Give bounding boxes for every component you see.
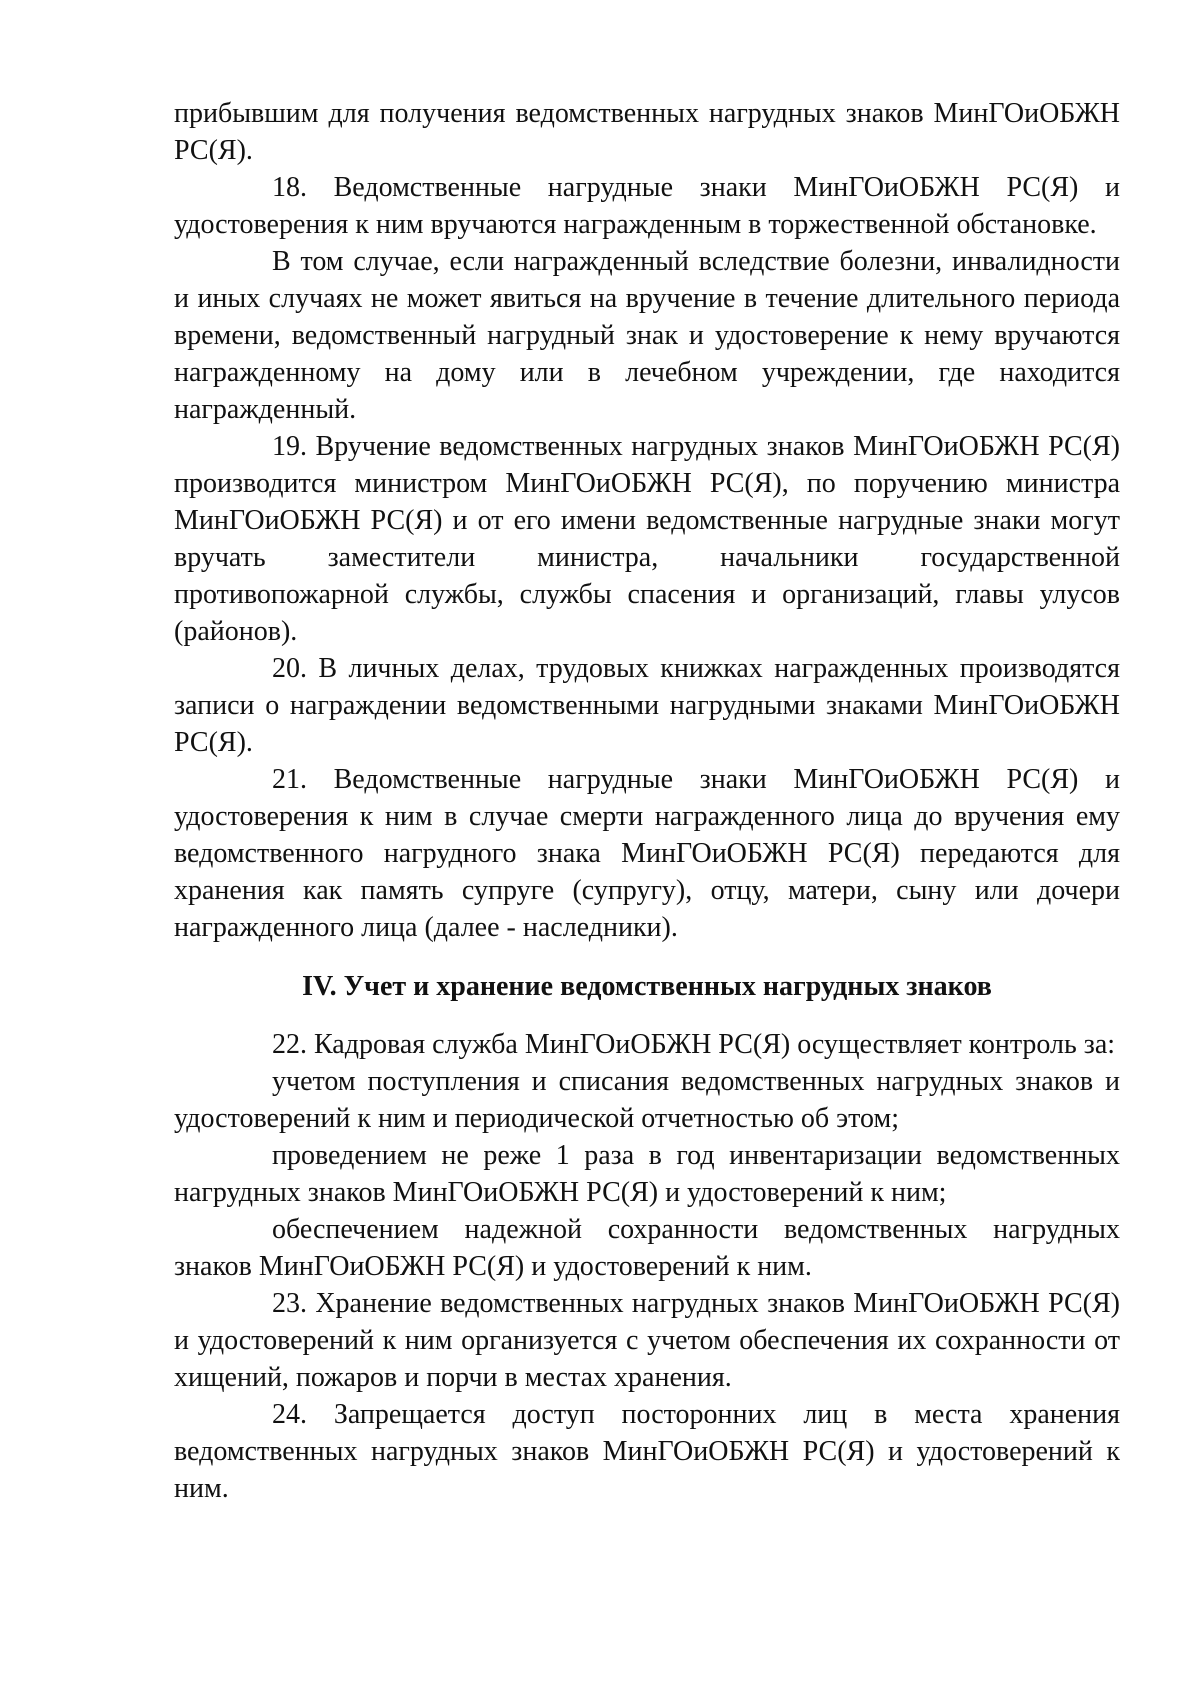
section-heading: IV. Учет и хранение ведомственных нагрудных знаков	[302, 971, 992, 1002]
paragraph-19: 19. Вручение ведомственных нагрудных знаков МинГОиОБЖН РС(Я) производится министром МинГОиОБЖН РС(Я), по поручению министра МинГОиОБЖН РС(Я) и от его имени ведомственные нагрудные знаки могут вручать заместители министра, начальники государственной противопожарной службы, службы спасения и организаций, главы улусов (районов).	[174, 431, 1120, 647]
paragraph-24: 24. Запрещается доступ посторонних лиц в места хранения ведомственных нагрудных знаков МинГОиОБЖН РС(Я) и удостоверений к ним.	[174, 1399, 1120, 1504]
paragraph-20: 20. В личных делах, трудовых книжках награжденных производятся записи о награждении ведомственными нагрудными знаками МинГОиОБЖН РС(Я).	[174, 653, 1120, 758]
paragraph-22-item-safekeeping: обеспечением надежной сохранности ведомственных нагрудных знаков МинГОиОБЖН РС(Я) и удостоверений к ним.	[174, 1214, 1120, 1282]
paragraph-18-absence: В том случае, если награжденный вследствие болезни, инвалидности и иных случаях не может явиться на вручение в течение длительного периода времени, ведомственный нагрудный знак и удостоверение к нему вручаются награжденному на дому или в лечебном учреждении, где находится награжденный.	[174, 246, 1120, 425]
paragraph-22-item-accounting: учетом поступления и списания ведомственных нагрудных знаков и удостоверений к ним и периодической отчетностью об этом;	[174, 1066, 1120, 1134]
paragraph-22: 22. Кадровая служба МинГОиОБЖН РС(Я) осуществляет контроль за:	[272, 1029, 1116, 1060]
paragraph-23: 23. Хранение ведомственных нагрудных знаков МинГОиОБЖН РС(Я) и удостоверений к ним организуется с учетом обеспечения их сохранности от хищений, пожаров и порчи в местах хранения.	[174, 1288, 1120, 1393]
document-page	[174, 95, 1120, 1507]
paragraph-continuation: прибывшим для получения ведомственных нагрудных знаков МинГОиОБЖН РС(Я).	[174, 98, 1120, 166]
paragraph-21: 21. Ведомственные нагрудные знаки МинГОиОБЖН РС(Я) и удостоверения к ним в случае смерти награжденного лица до вручения ему ведомственного нагрудного знака МинГОиОБЖН РС(Я) передаются для хранения как память супруге (супругу), отцу, матери, сыну или дочери награжденного лица (далее - наследники).	[174, 764, 1120, 943]
paragraph-22-item-inventory: проведением не реже 1 раза в год инвентаризации ведомственных нагрудных знаков МинГОиОБЖН РС(Я) и удостоверений к ним;	[174, 1140, 1120, 1208]
paragraph-18: 18. Ведомственные нагрудные знаки МинГОиОБЖН РС(Я) и удостоверения к ним вручаются награжденным в торжественной обстановке.	[174, 172, 1120, 240]
